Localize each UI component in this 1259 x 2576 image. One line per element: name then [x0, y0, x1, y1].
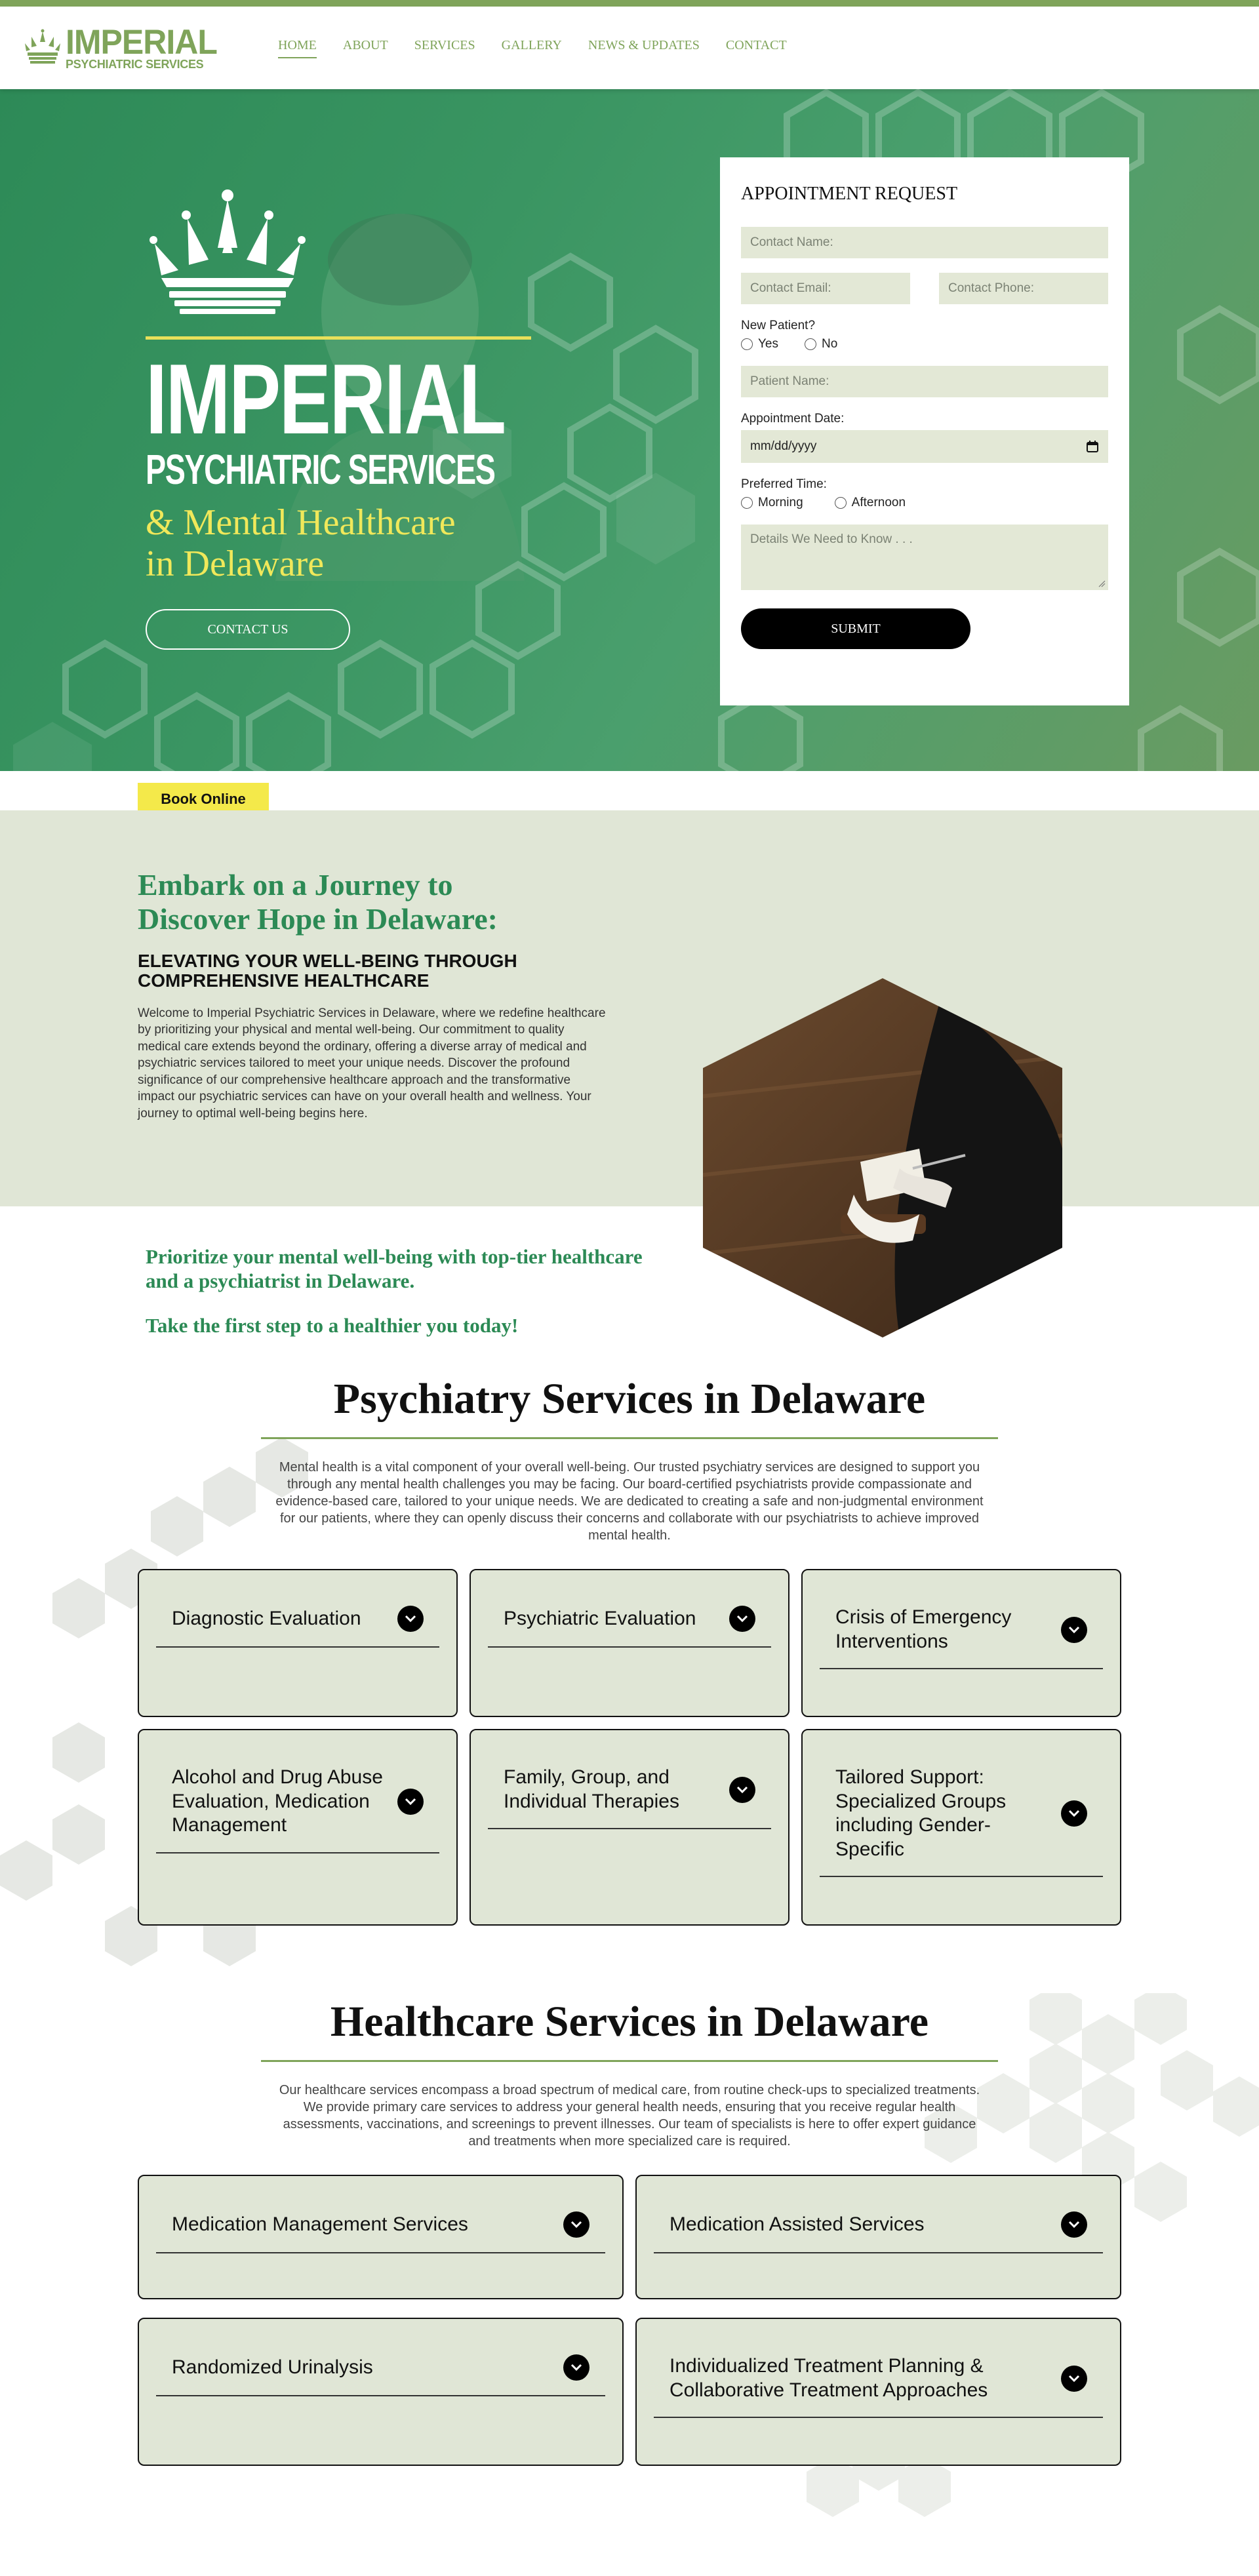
- nav-about[interactable]: ABOUT: [342, 37, 388, 52]
- service-card-family-group-therapies[interactable]: [470, 1729, 789, 1926]
- psychiatry-services-title: Psychiatry Services in Delaware: [333, 1375, 926, 1423]
- chevron-down-icon[interactable]: [729, 1606, 755, 1632]
- crown-icon: [146, 188, 310, 319]
- site-header: [0, 7, 1259, 89]
- new-patient-label: New Patient?: [741, 319, 816, 332]
- appointment-date-input[interactable]: [741, 430, 1108, 463]
- nav-gallery[interactable]: GALLERY: [501, 37, 562, 52]
- radio-circle-icon[interactable]: [805, 338, 816, 350]
- nav-services[interactable]: SERVICES: [414, 37, 475, 52]
- hero-branding: [146, 188, 539, 650]
- service-card-crisis-interventions[interactable]: [801, 1569, 1121, 1717]
- healthcare-services-section: [0, 1993, 1259, 2524]
- psychiatry-services-section: [0, 1364, 1259, 1993]
- contact-name-field[interactable]: Contact Name:: [741, 227, 1108, 258]
- radio-circle-icon[interactable]: [741, 497, 753, 509]
- psychiatry-services-description: Mental health is a vital component of your overall well-being. Our trusted psychiatry services are designed to support you through any mental health challenges you may be facing. Our board-certified psychiatrists provide compassionate and evidence-based care, tailored to your unique needs. We are dedicated to creating a safe and non-judgmental environment for our patients, where they can openly discuss their concerns and collaborate with our psychiatrists to achieve improved mental health.: [275, 1460, 984, 1543]
- preferred-time-radio-group: [741, 496, 1108, 510]
- intro-content: [138, 868, 610, 1122]
- service-card-label: Individualized Treatment Planning & Collaborative Treatment Approaches: [669, 2355, 988, 2401]
- hero-tagline-line-1: & Mental Healthcare: [146, 502, 456, 543]
- intro-subheading: ELEVATING YOUR WELL-BEING THROUGH COMPREHENSIVE HEALTHCARE: [138, 951, 517, 991]
- service-card-medication-assisted[interactable]: [635, 2175, 1121, 2299]
- hero-title: IMPERIAL: [146, 344, 505, 455]
- service-card-label: Randomized Urinalysis: [172, 2356, 373, 2378]
- calendar-icon[interactable]: [1086, 440, 1099, 453]
- healthcare-services-description: Our healthcare services encompass a broad spectrum of medical care, from routine check-ups to specialized treatments. We provide primary care services to address your general health needs, ensuring that you receive regular health assessments, vaccinations, and screenings to prevent illnesses. Our team of specialists is here to offer expert guidance and treatments when more specialized care is required.: [279, 2083, 980, 2149]
- first-step-text: Take the first step to a healthier you today!: [146, 1314, 519, 1338]
- intro-heading-line-1: Embark on a Journey to: [138, 868, 453, 902]
- service-card-label: Psychiatric Evaluation: [504, 1607, 696, 1629]
- hero-subtitle: PSYCHIATRIC SERVICES: [146, 445, 495, 493]
- hero-section: [0, 89, 1259, 771]
- hero-divider: [146, 336, 531, 340]
- submit-button[interactable]: SUBMIT: [741, 608, 970, 649]
- section-divider: [261, 1437, 998, 1439]
- service-card-label: Crisis of Emergency Interventions: [835, 1606, 1012, 1652]
- service-card-treatment-planning[interactable]: [635, 2318, 1121, 2466]
- chevron-down-icon[interactable]: [397, 1789, 424, 1815]
- chevron-down-icon[interactable]: [729, 1777, 755, 1803]
- radio-circle-icon[interactable]: [835, 497, 847, 509]
- new-patient-radio-group: [741, 337, 1108, 351]
- crown-logo-icon: [22, 29, 63, 67]
- form-title: APPOINTMENT REQUEST: [741, 184, 958, 204]
- service-card-randomized-urinalysis[interactable]: [138, 2318, 624, 2466]
- service-card-tailored-support[interactable]: [801, 1729, 1121, 1926]
- radio-afternoon-label: Afternoon: [851, 496, 906, 509]
- logo-title: IMPERIAL: [66, 22, 217, 62]
- service-card-psychiatric-evaluation[interactable]: [470, 1569, 789, 1717]
- service-card-medication-management[interactable]: [138, 2175, 624, 2299]
- service-card-label: Medication Assisted Services: [669, 2213, 925, 2235]
- chevron-down-icon[interactable]: [1061, 2211, 1087, 2238]
- service-card-label: Medication Management Services: [172, 2213, 468, 2235]
- psychiatry-services-grid: [138, 1569, 1121, 1926]
- prioritize-section: [0, 1206, 1259, 1364]
- contact-us-button[interactable]: CONTACT US: [146, 609, 350, 650]
- new-patient-no-option[interactable]: [805, 337, 837, 351]
- nav-home[interactable]: HOME: [278, 38, 317, 58]
- section-divider: [261, 2060, 998, 2062]
- chevron-down-icon[interactable]: [1061, 1617, 1087, 1643]
- chevron-down-icon[interactable]: [563, 2354, 590, 2381]
- date-value: mm/dd/yyyy: [750, 439, 817, 453]
- prioritize-text: Prioritize your mental well-being with top-tier healthcare and a psychiatrist in Delaware.: [146, 1245, 643, 1293]
- time-afternoon-option[interactable]: [835, 496, 906, 510]
- intro-heading: [138, 868, 610, 936]
- service-card-diagnostic-evaluation[interactable]: [138, 1569, 458, 1717]
- service-card-label: Tailored Support: Specialized Groups including Gender-Specific: [835, 1766, 1007, 1860]
- contact-email-field[interactable]: Contact Email:: [741, 273, 910, 304]
- radio-circle-icon[interactable]: [741, 338, 753, 350]
- healthcare-services-grid: [138, 2175, 1121, 2466]
- chevron-down-icon[interactable]: [1061, 1800, 1087, 1827]
- chevron-down-icon[interactable]: [563, 2211, 590, 2238]
- radio-morning-label: Morning: [758, 496, 803, 509]
- hero-tagline-line-2: in Delaware: [146, 543, 325, 584]
- appointment-date-label: Appointment Date:: [741, 412, 845, 426]
- preferred-time-label: Preferred Time:: [741, 477, 827, 491]
- details-textarea[interactable]: [741, 525, 1108, 590]
- healthcare-services-title: Healthcare Services in Delaware: [330, 1998, 929, 2046]
- top-accent-bar: [0, 0, 1259, 7]
- appointment-form: [720, 157, 1129, 705]
- time-morning-option[interactable]: [741, 496, 803, 510]
- intro-paragraph: Welcome to Imperial Psychiatric Services in Delaware, where we redefine healthcare by prioritizing your physical and mental well-being. Our commitment to quality medical care extends beyond the ordinary, offering a diverse array of medical and psychiatric services tailored to meet your unique needs. Discover the profound significance of our comprehensive healthcare approach and the transformative impact our psychiatric services can have on your overall health and wellness. Your journey to optimal well-being begins here.: [138, 1006, 606, 1120]
- book-online-button[interactable]: Book Online: [138, 783, 269, 816]
- intro-heading-line-2: Discover Hope in Delaware:: [138, 902, 498, 936]
- intro-section: [0, 810, 1259, 1206]
- new-patient-yes-option[interactable]: [741, 337, 778, 351]
- service-card-label: Family, Group, and Individual Therapies: [504, 1766, 679, 1812]
- chevron-down-icon[interactable]: [397, 1606, 424, 1632]
- main-nav: [278, 38, 787, 58]
- hero-tagline: [146, 502, 539, 584]
- service-card-alcohol-drug-evaluation[interactable]: [138, 1729, 458, 1926]
- nav-contact[interactable]: CONTACT: [725, 37, 787, 52]
- details-placeholder: Details We Need to Know . . .: [750, 532, 913, 546]
- nav-news-updates[interactable]: NEWS & UPDATES: [588, 37, 700, 52]
- chevron-down-icon[interactable]: [1061, 2366, 1087, 2392]
- logo-subtitle: PSYCHIATRIC SERVICES: [66, 58, 204, 71]
- radio-no-label: No: [822, 337, 838, 351]
- service-card-label: Diagnostic Evaluation: [172, 1607, 361, 1629]
- service-card-label: Alcohol and Drug Abuse Evaluation, Medication Management: [172, 1766, 383, 1836]
- resize-handle-icon[interactable]: [1098, 580, 1106, 587]
- site-logo[interactable]: [22, 22, 258, 71]
- contact-phone-field[interactable]: Contact Phone:: [939, 273, 1108, 304]
- patient-name-field[interactable]: Patient Name:: [741, 366, 1108, 397]
- radio-yes-label: Yes: [758, 337, 778, 351]
